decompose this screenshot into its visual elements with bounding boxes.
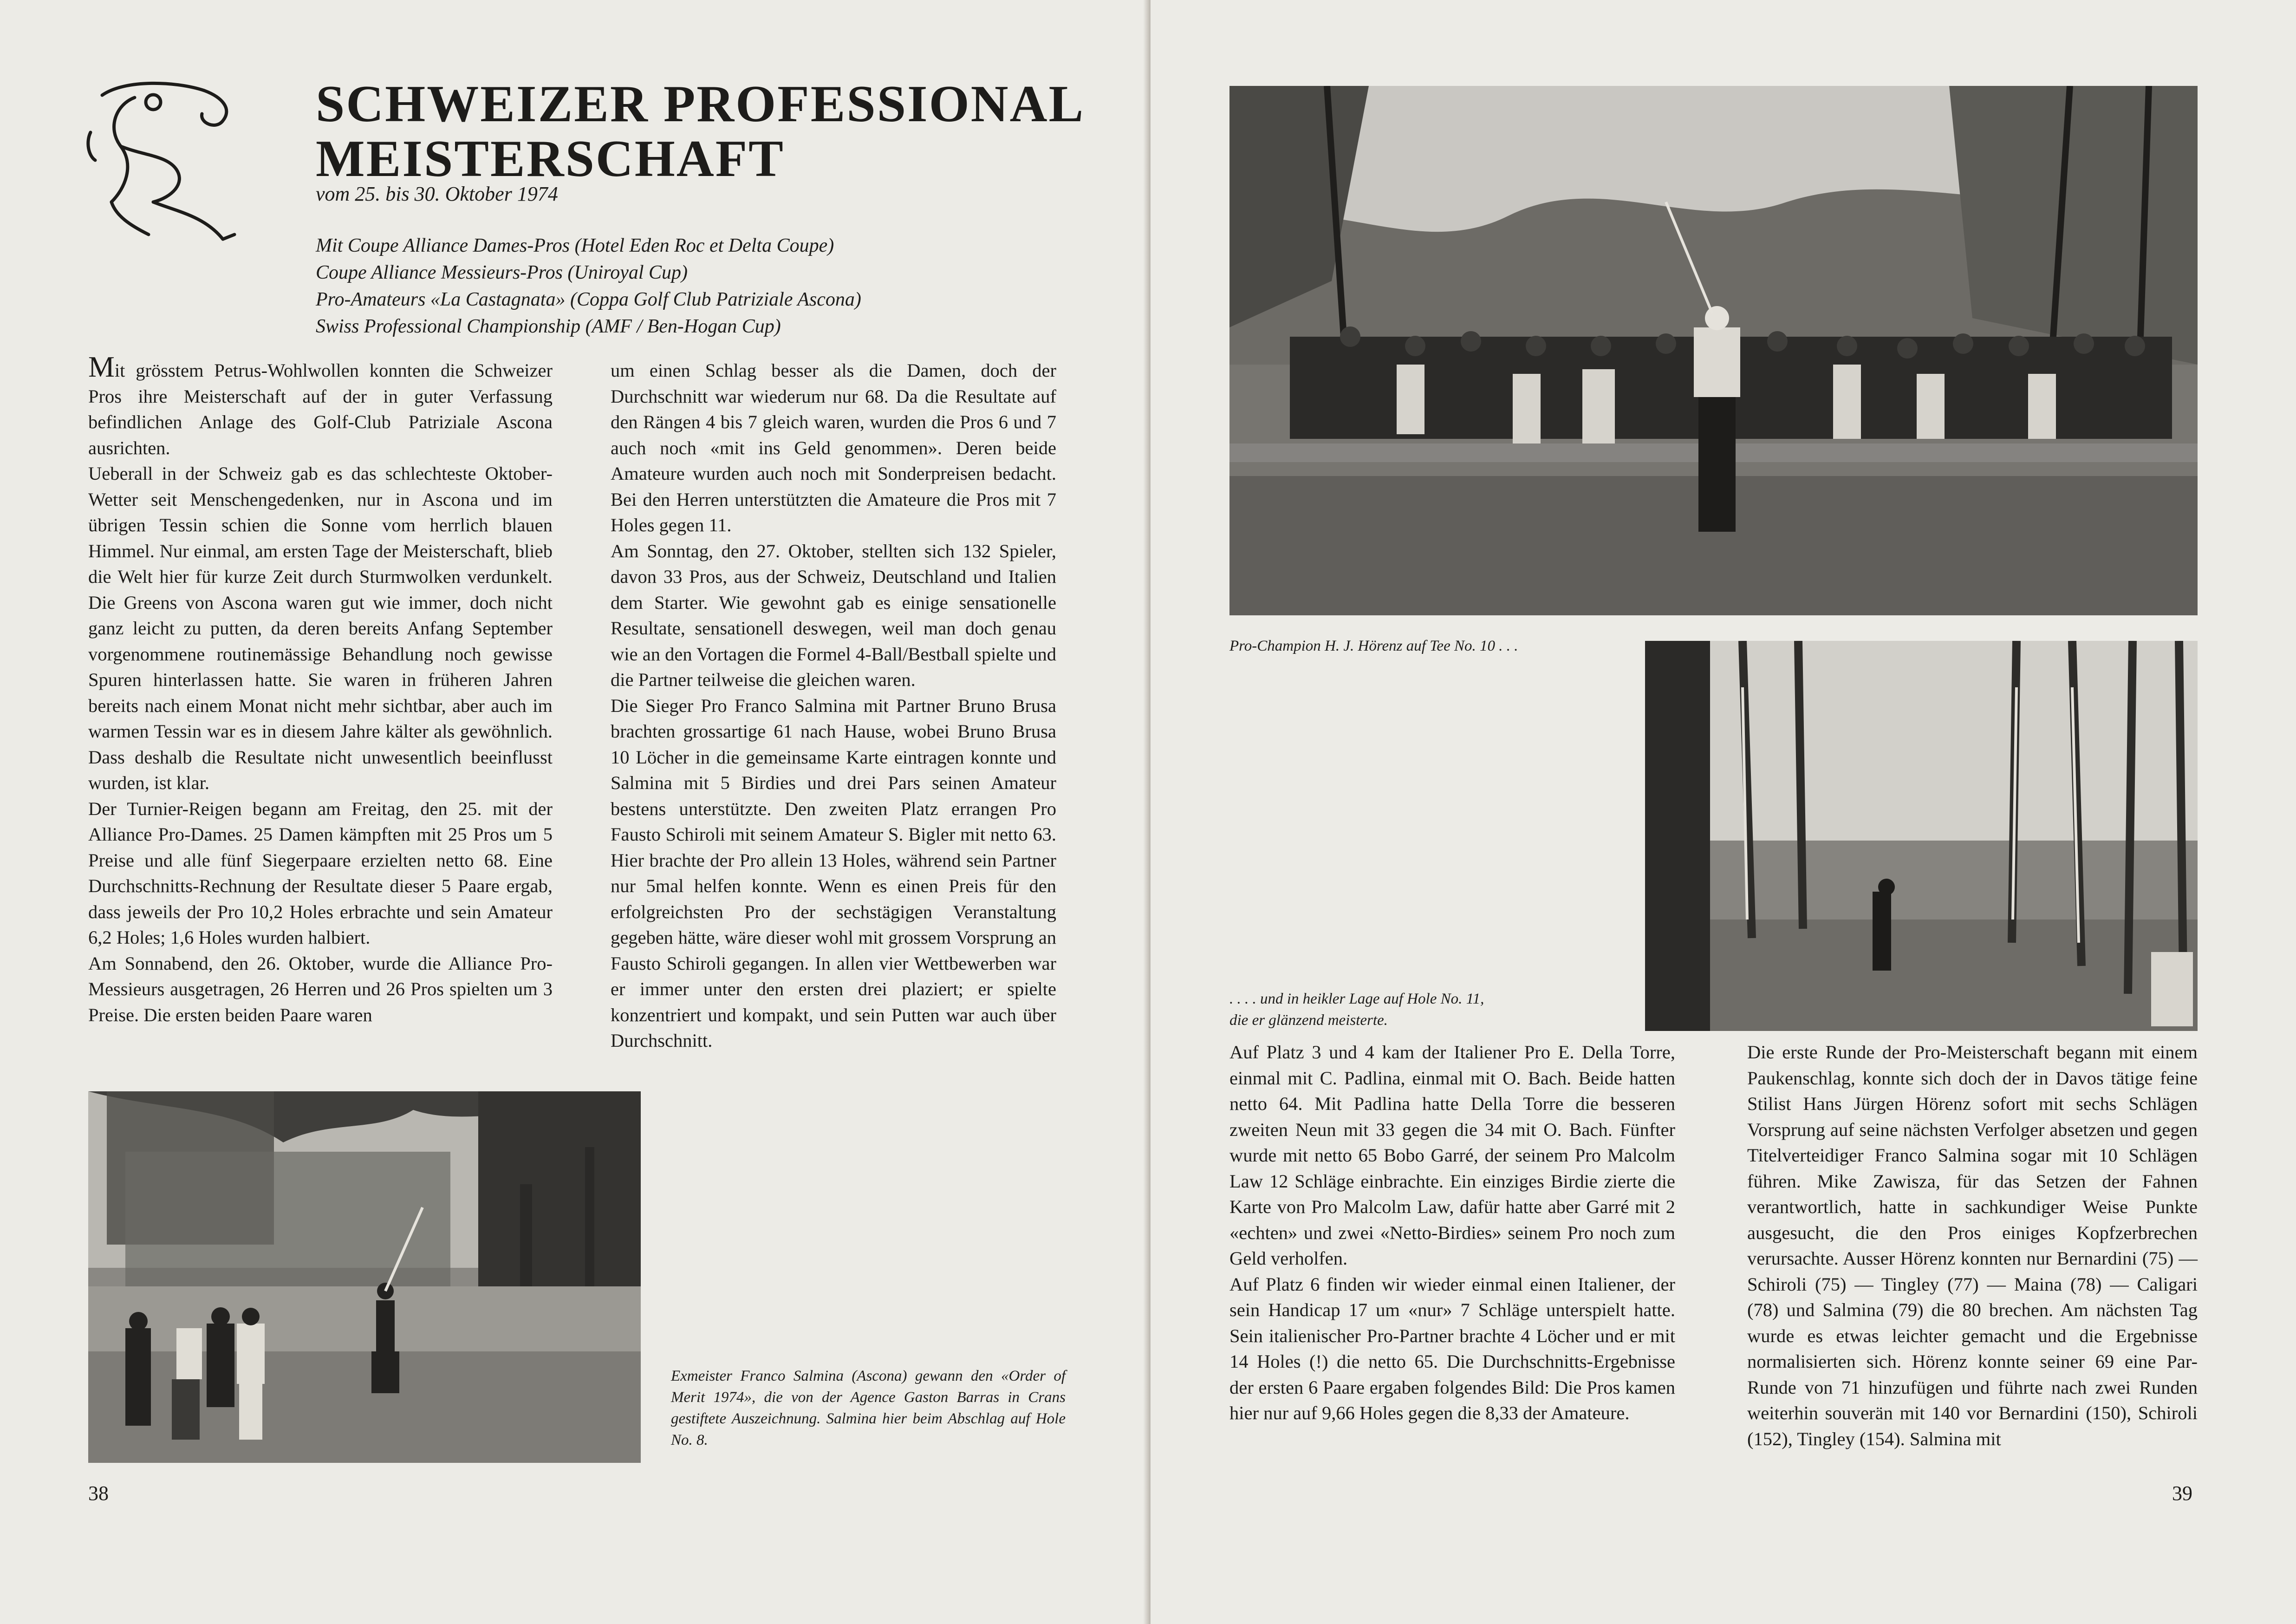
drop-cap: M bbox=[88, 350, 115, 383]
paragraph: it grösstem Petrus-Wohlwollen konnten die Schweizer Pros ihre Meisterschaft auf der in guter Verfassung befindlichen Anlage des Golf-Club Patriziale Ascona ausrichten. bbox=[88, 360, 553, 458]
right-page bbox=[1151, 0, 2296, 1624]
event-line: Coupe Alliance Messieurs-Pros (Uniroyal Cup) bbox=[316, 262, 688, 283]
second-photo-caption bbox=[1229, 988, 1638, 1031]
paragraph: um einen Schlag besser als die Damen, doch der Durchschnitt war wiederum nur 68. Da die Resultate auf den Rängen 4 bis 7 gleich waren, wurden die Pros 6 und 7 auch noch «mit ins Geld genommen». Deren beide Amateure wurden auch noch mit Sonderpreisen bedacht. Bei den Herren unterstützten die Amateure die Pros mit 7 Holes gegen 11. bbox=[611, 360, 1056, 535]
caption-line: . . . . und in heikler Lage auf Hole No. 11, bbox=[1229, 991, 1484, 1007]
paragraph: Auf Platz 3 und 4 kam der Italiener Pro E. Della Torre, einmal mit C. Padlina, einmal mit O. Bach. Beide hatten netto 64. Mit Padlina hatte Della Torre die besseren zweiten Neun mit 33 gegen die 34 mit O. Bach. Fünfter wurde mit netto 65 Bobo Garré, der seinem Pro Malcolm Law 12 Schläge einbrachte. Ein einziges Birdie zierte die Karte von Pro Malcolm Law, dafür hatte aber Garré mit 2 «echten» und zwei «Netto-Birdies» seinem Pro noch zum Geld verholfen. bbox=[1229, 1042, 1675, 1269]
golf-swing-photo bbox=[88, 1091, 641, 1463]
page-number-left: 38 bbox=[88, 1482, 109, 1505]
crowd-tee-photo bbox=[1229, 86, 2198, 615]
paragraph: Am Sonntag, den 27. Oktober, stellten sich 132 Spieler, davon 33 Pros, aus der Schweiz, Deutschland und Italien dem Starter. Wie gewohnt gab es einige sensationelle Resultate, sensationell deswegen, weil man doch genau wie an den Vortagen die Formel 4-Ball/Bestball spielte und die Partner teilweise die gleichen waren. bbox=[611, 540, 1056, 690]
golfer-logo-icon bbox=[84, 77, 241, 253]
article-date: vom 25. bis 30. Oktober 1974 bbox=[316, 183, 558, 205]
event-line: Pro-Amateurs «La Castagnata» (Coppa Golf Club Patriziale Ascona) bbox=[316, 289, 861, 310]
title-line-1: SCHWEIZER PROFESSIONAL bbox=[316, 75, 1085, 133]
event-line: Swiss Professional Championship (AMF / Ben-Hogan Cup) bbox=[316, 316, 781, 337]
left-column-2 bbox=[611, 358, 1056, 1054]
paragraph: Die erste Runde der Pro-Meisterschaft begann mit einem Paukenschlag, konnte sich doch der in Davos tätige feine Stilist Hans Jürgen Hörenz sofort mit sechs Schlägen Vorsprung auf seine nächsten Verfolger absetzen und gegen Titelverteidiger Franco Salmina sogar mit 10 Schlägen führen. Mike Zawisza, für das Setzen der Fahnen verantwortlich, hatte in sachkundiger Weise Punkte ausgesucht, die den Pros einiges Kopfzerbrechen verursachte. Ausser Hörenz konnten nur Bernardini (75) — Schiroli (75) — Tingley (77) — Maina (78) — Caligari (78) und Salmina (79) die 80 brechen. Am nächsten Tag wurde es etwas leichter gemacht und die Ergebnisse normalisierten sich. Hörenz konnte seiner 69 eine Par-Runde von 71 hinzufügen und führte nach zwei Runden weiterhin souverän mit 140 vor Bernardini (150), Schiroli (152), Tingley (154). Salmina mit bbox=[1747, 1042, 2198, 1449]
event-list bbox=[316, 232, 861, 340]
title-line-2: MEISTERSCHAFT bbox=[316, 130, 785, 188]
article-title bbox=[316, 77, 1085, 186]
photo-caption: Exmeister Franco Salmina (Ascona) gewann den «Order of Merit 1974», die von der Agence Gaston Barras in Crans gestiftete Auszeichnung. Salmina hier beim Abschlag auf Hole No. 8. bbox=[671, 1368, 1066, 1448]
paragraph: Der Turnier-Reigen begann am Freitag, den 25. mit der Alliance Pro-Dames. 25 Damen kämpften mit 25 Pros um 5 Preise und alle fünf Siegerpaare erzielten netto 68. Eine Durchschnitts-Rechnung der Resultate dieser 5 Paare ergab, dass jeweils der Pro 10,2 Holes erbrachte und sein Amateur 6,2 Holes; 1,6 Holes wurden halbiert. bbox=[88, 798, 553, 948]
left-page bbox=[0, 0, 1147, 1624]
paragraph: Die Sieger Pro Franco Salmina mit Partner Bruno Brusa brachten grossartige 61 nach Hause, wobei Bruno Brusa 10 Löcher in die gemeinsame Karte eintragen konnte und Salmina mit 5 Birdies und drei Pars seinen Amateur bestens unterstützte. Den zweiten Platz errangen Pro Fausto Schiroli mit seinem Amateur S. Bigler mit netto 63. Hier brachte der Pro allein 13 Holes, während sein Partner nur 5mal helfen konnte. Wenn es einen Preis für den erfolgreichsten Pro der sechstägigen Veranstaltung gegeben hätte, wäre dieser wohl mit grossem Vorsprung an Fausto Schiroli gegangen. In allen vier Wettbewerben war er immer unter den ersten drei plaziert; er spielte konzentriert und kompakt, und sein Putten war auch über Durchschnitt. bbox=[611, 695, 1056, 1051]
paragraph: Am Sonnabend, den 26. Oktober, wurde die Alliance Pro-Messieurs ausgetragen, 26 Herren und 26 Pros spielten um 3 Preise. Die ersten beiden Paare waren bbox=[88, 952, 553, 1025]
paragraph: Ueberall in der Schweiz gab es das schlechteste Oktober-Wetter seit Menschengedenken, nur in Ascona und im übrigen Tessin schien die Sonne vom herrlich blauen Himmel. Nur einmal, am ersten Tage der Meisterschaft, blieb die Welt hier für kurze Zeit durch Sturmwolken verdunkelt. Die Greens von Ascona waren gut wie immer, doch nicht ganz leicht zu putten, da deren bereits Anfang September vorgenommene routinemässige Behandlung noch gewisse Spuren hinterlassen hatte. Sie waren in früheren Jahren bereits nach einem Monat nicht mehr sichtbar, aber auch im warmen Tessin war es in diesem Jahre kälter als gewöhnlich. Dass deshalb die Resultate nicht unwesentlich beeinflusst wurden, ist klar. bbox=[88, 463, 553, 793]
right-column-2 bbox=[1747, 1039, 2198, 1452]
page-number-right: 39 bbox=[2172, 1482, 2192, 1505]
left-column-1 bbox=[88, 350, 553, 1028]
top-photo-caption: Pro-Champion H. J. Hörenz auf Tee No. 10 . . . bbox=[1229, 638, 1518, 654]
event-line: Mit Coupe Alliance Dames-Pros (Hotel Eden Roc et Delta Coupe) bbox=[316, 235, 834, 256]
birch-trees-photo bbox=[1645, 641, 2198, 1031]
paragraph: Auf Platz 6 finden wir wieder einmal einen Italiener, der sein Handicap 17 um «nur» 7 Schläge unterspielt hatte. Sein italienischer Pro-Partner brachte 4 Löcher und er mit 14 Holes (!) die netto 65. Die Durchschnitts-Ergebnisse der ersten 6 Paare ergaben folgendes Bild: Die Pros kamen hier nur auf 9,66 Holes gegen die 8,33 der Amateure. bbox=[1229, 1273, 1675, 1423]
right-column-1 bbox=[1229, 1039, 1675, 1426]
caption-line: die er glänzend meisterte. bbox=[1229, 1012, 1388, 1029]
